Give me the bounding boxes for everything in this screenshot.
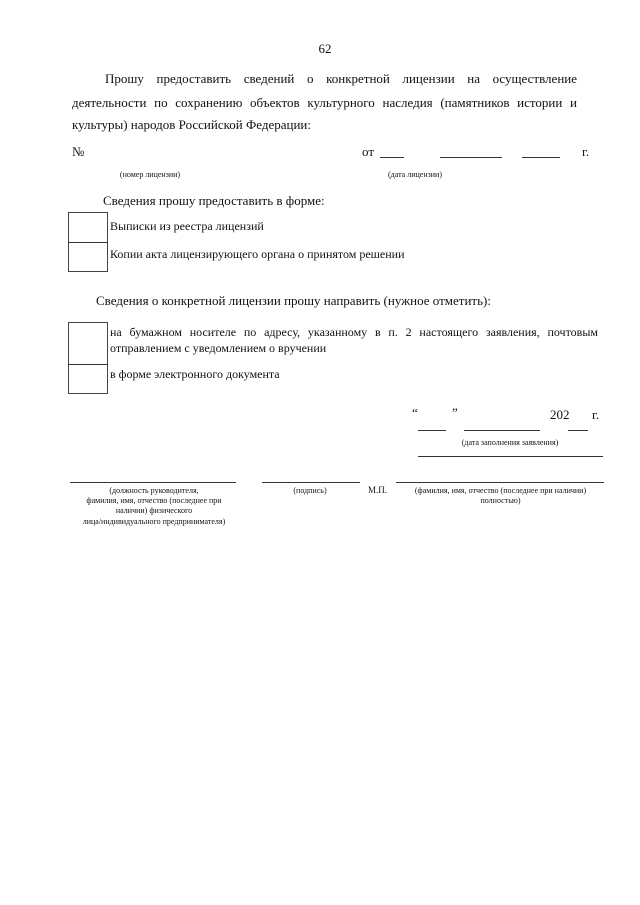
stamp-label: М.П. [368, 485, 388, 495]
filling-date-underline [418, 456, 603, 457]
license-day-line[interactable] [380, 157, 404, 158]
filling-date-year-suffix: г. [592, 407, 600, 422]
intro-line-1: Прошу предоставить сведений о конкретной лицензии на осуществление [105, 71, 577, 86]
filling-date-open-quote: “ [412, 405, 418, 420]
filling-date-year: 202 [550, 407, 570, 422]
license-year-line[interactable] [522, 157, 560, 158]
full-name-line[interactable] [396, 482, 604, 483]
form-option-act-copy: Копии акта лицензирующего органа о принятом решении [110, 247, 405, 261]
filling-date-day-line[interactable] [418, 430, 446, 431]
act-copy-checkbox[interactable] [69, 243, 107, 271]
filling-date-close-quote: ” [452, 405, 458, 420]
filling-date-caption: (дата заполнения заявления) [461, 438, 559, 447]
license-from-label: от [362, 144, 375, 159]
license-number-label: № [72, 144, 85, 159]
delivery-section-heading: Сведения о конкретной лицензии прошу направить (нужное отметить): [96, 293, 491, 308]
signature-caption: (подпись) [293, 486, 327, 495]
full-name-caption-line-1: (фамилия, имя, отчество (последнее при наличии) [414, 486, 587, 495]
signature-line[interactable] [262, 482, 360, 483]
delivery-option-paper-line-2: отправлением с уведомлением о вручении [110, 341, 327, 355]
intro-line-2: деятельности по сохранению объектов культурного наследия (памятников истории и [72, 95, 577, 110]
intro-line-3: культуры) народов Российской Федерации: [72, 117, 311, 132]
position-caption-line-2: фамилия, имя, отчество (последнее при [86, 496, 222, 505]
paper-delivery-checkbox[interactable] [69, 323, 107, 363]
license-date-caption: (дата лицензии) [388, 170, 442, 179]
position-line[interactable] [70, 482, 236, 483]
form-option-extract: Выписки из реестра лицензий [110, 219, 264, 233]
extract-checkbox[interactable] [69, 213, 107, 241]
license-month-line[interactable] [440, 157, 502, 158]
delivery-option-electronic: в форме электронного документа [110, 367, 280, 381]
delivery-option-paper-line-1: на бумажном носителе по адресу, указанному в п. 2 настоящего заявления, почтовым [110, 325, 598, 339]
full-name-caption-line-2: полностью) [480, 496, 521, 505]
license-year-suffix: г. [582, 144, 590, 159]
filling-date-year-line[interactable] [568, 430, 588, 431]
position-caption-line-3: наличии) физического [115, 506, 193, 515]
position-caption-line-1: (должность руководителя, [109, 486, 199, 495]
form-section-heading: Сведения прошу предоставить в форме: [103, 193, 325, 208]
position-caption-line-4: лица/индивидуального предпринимателя) [82, 517, 226, 526]
filling-date-month-line[interactable] [464, 430, 540, 431]
license-number-caption: (номер лицензии) [119, 170, 181, 179]
electronic-delivery-checkbox[interactable] [69, 365, 107, 393]
page-number: 62 [318, 41, 332, 56]
